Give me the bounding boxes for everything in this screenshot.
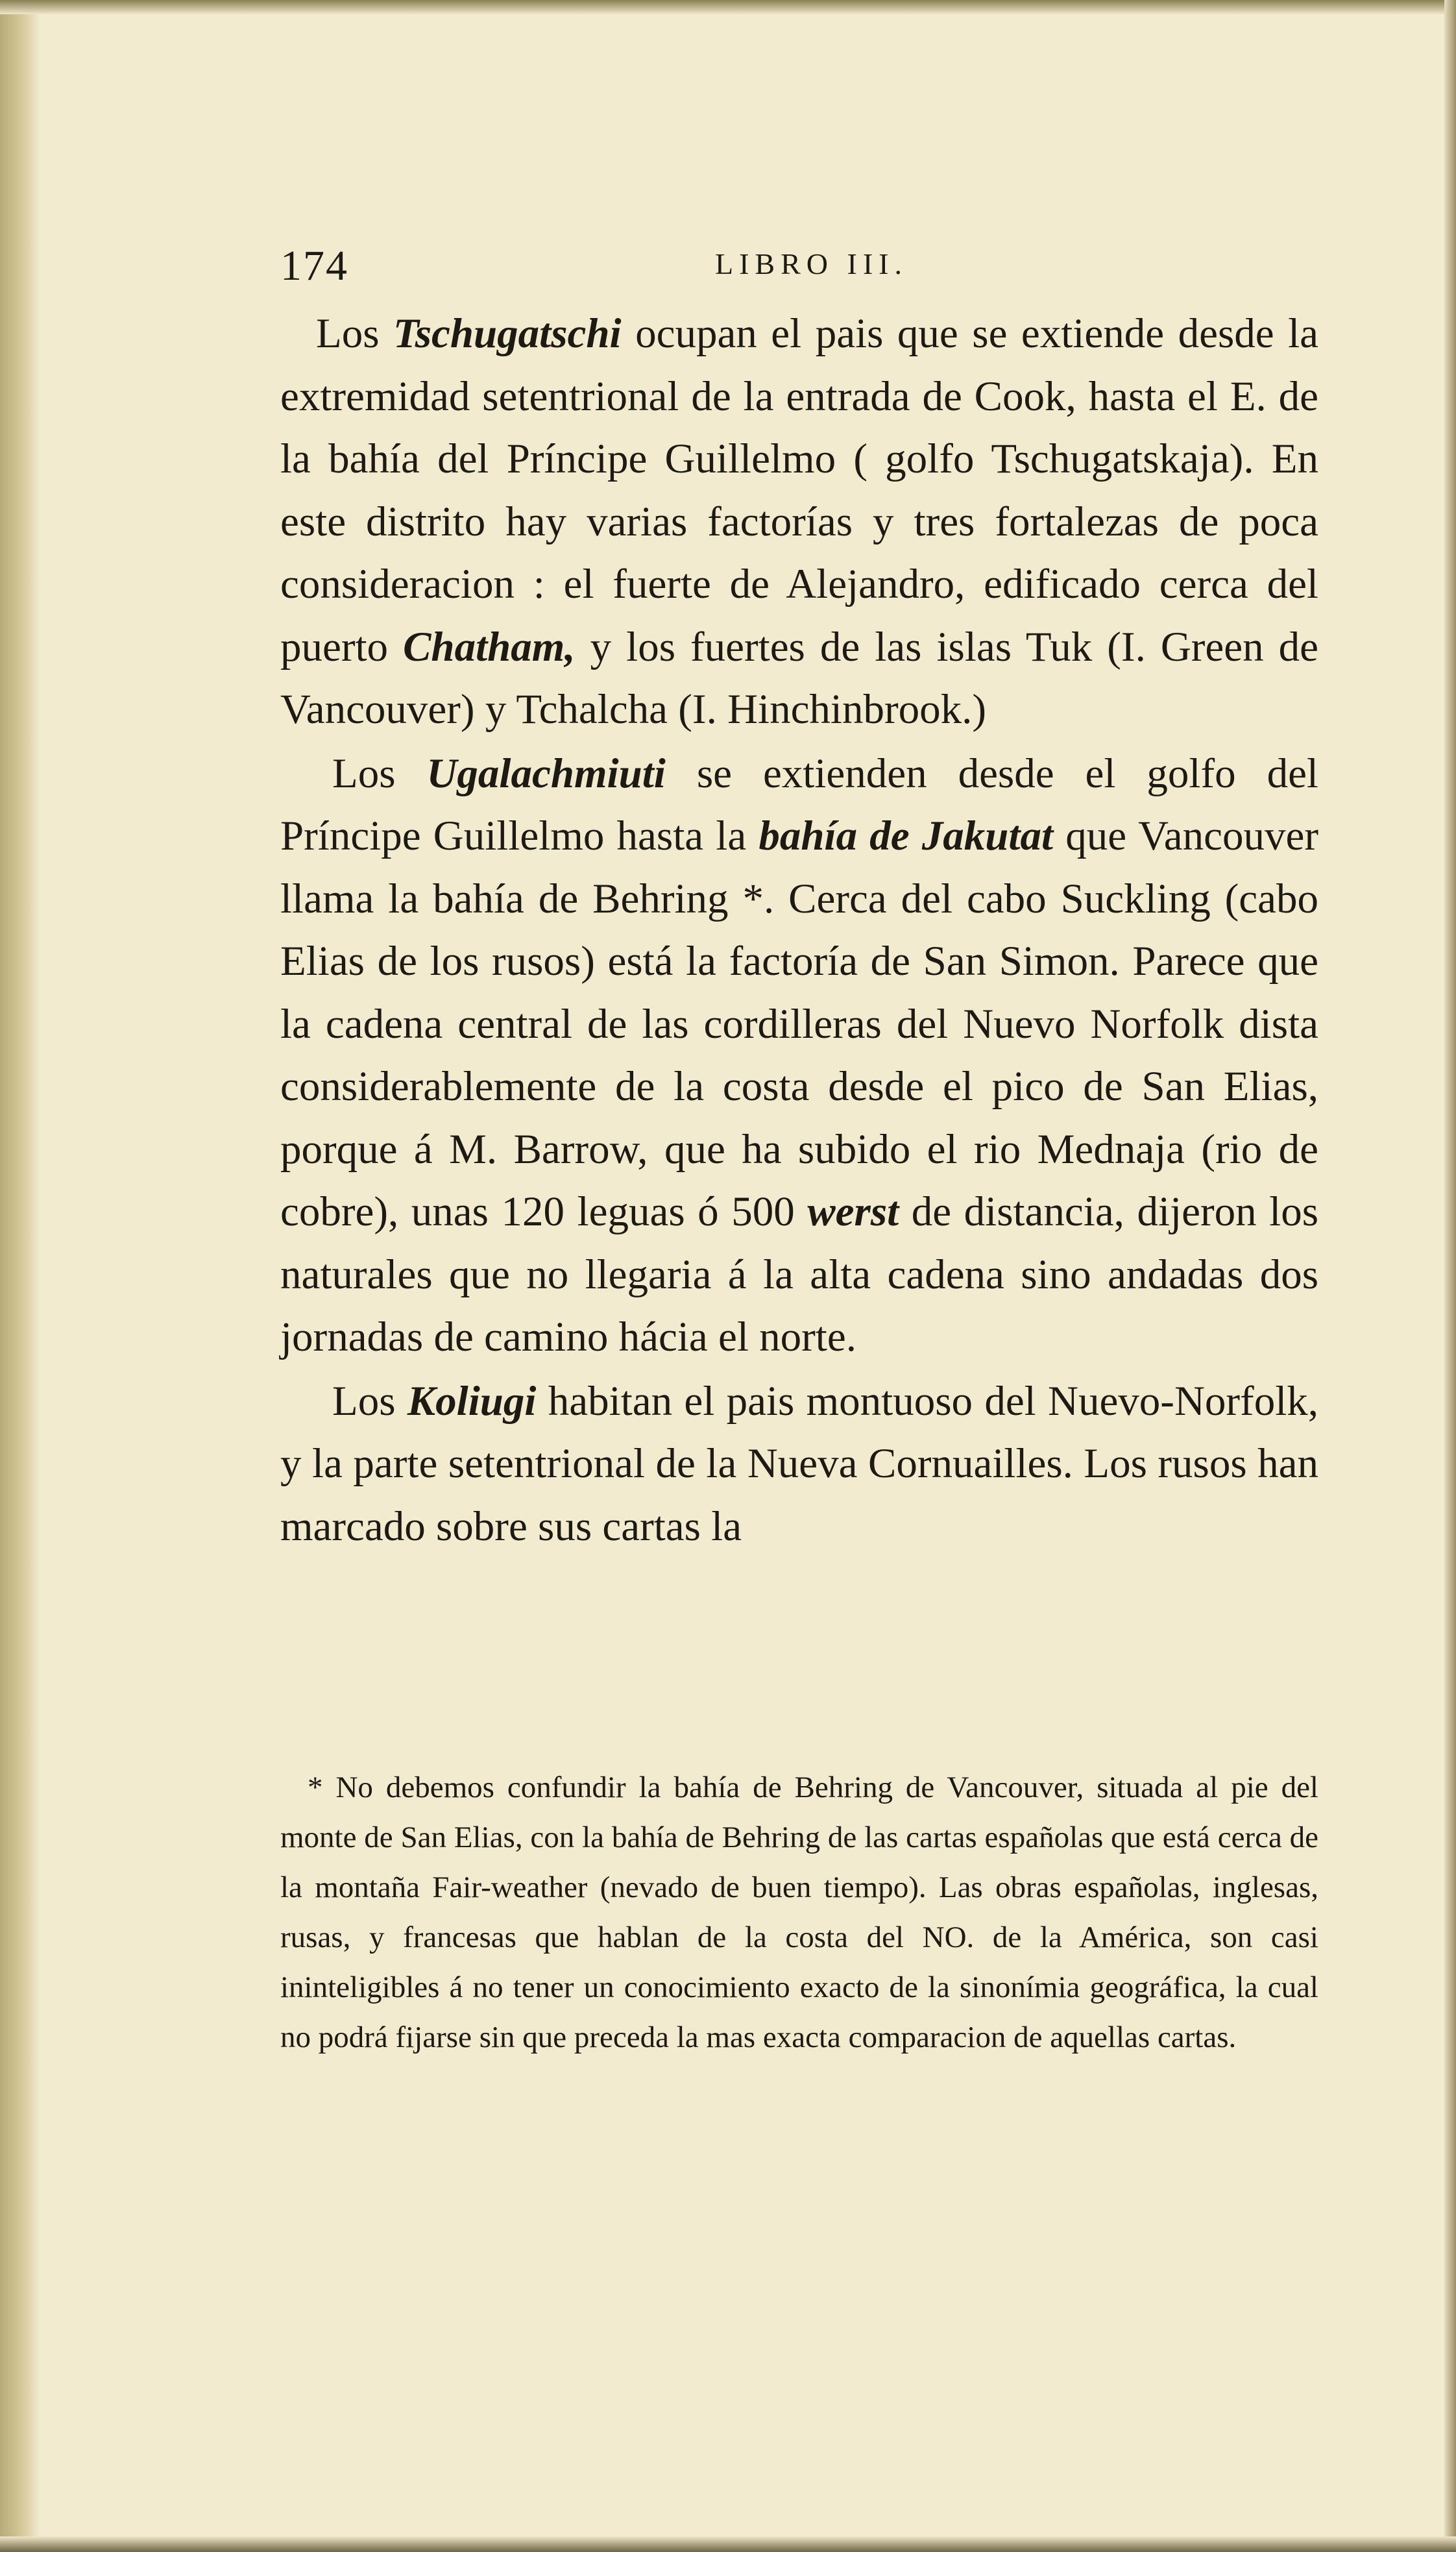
main-text xyxy=(280,302,1318,1558)
text-segment: que Vancouver llama la bahía de Behring *. Cerca del cabo Suckling (cabo Elias de los rusos) está la factoría de San Simon. Parece que la cadena central de las cordilleras del Nuevo Norfolk dista considerablemente de la costa desde el pico de San Elias, porque á M. Barrow, que ha subido el rio Mednaja (rio de cobre), unas 120 leguas ó 500 xyxy=(280,813,1319,1235)
paragraph xyxy=(280,302,1318,741)
emphasis-segment: Koliugi xyxy=(407,1377,537,1425)
paragraph xyxy=(280,742,1318,1369)
text-segment: Los xyxy=(332,750,427,797)
text-segment: habitan el pais montuoso del Nuevo-Norfolk, y la parte setentrional de la Nueva Cornuailles. Los rusos han marcado sobre sus cartas la xyxy=(280,1377,1318,1550)
emphasis-segment: werst xyxy=(807,1188,899,1235)
paragraph xyxy=(280,1370,1318,1558)
page-top-edge xyxy=(0,0,1456,14)
emphasis-segment: bahía de Jakutat xyxy=(758,813,1054,859)
page-header xyxy=(280,241,1318,293)
emphasis-segment: Ugalachmiuti xyxy=(426,750,666,797)
text-segment: ocupan el pais que se extiende desde la extremidad setentrional de la entrada de Cook, hasta el E. de la bahía del Príncipe Guillelmo ( golfo Tschugatskaja). En este distrito hay varias factorías y tres fortalezas de poca consideracion : el fuerte de Alejandro, edificado cerca del puerto xyxy=(280,310,1318,670)
running-head: LIBRO III. xyxy=(715,247,908,280)
emphasis-segment: Tschugatschi xyxy=(393,310,622,357)
page-bottom-edge xyxy=(0,2536,1456,2552)
text-segment: Los xyxy=(332,1377,407,1425)
page-right-edge xyxy=(1444,0,1456,2552)
text-segment: se extienden desde el golfo del Príncipe Guillelmo hasta la xyxy=(280,750,1318,859)
text-segment: de distancia, dijeron los naturales que no llegaria á la alta cadena sino andadas dos jornadas de camino hácia el norte. xyxy=(280,1188,1319,1360)
footnote-text: * No debemos confundir la bahía de Behring de Vancouver, situada al pie del monte de San Elias, con la bahía de Behring de las cartas españolas que está cerca de la montaña Fair-weather (nevado de buen tiempo). Las obras españolas, inglesas, rusas, y francesas que hablan de la costa del NO. de la América, son casi ininteligibles á no tener un conocimiento exacto de la sinonímia geográfica, la cual no podrá fijarse sin que preceda la mas exacta comparacion de aquellas cartas. xyxy=(280,1771,1318,2054)
emphasis-segment: Chatham, xyxy=(403,623,576,670)
text-segment: Los xyxy=(316,310,393,357)
footnote xyxy=(280,1763,1318,2063)
page-binding-shadow xyxy=(0,0,39,2552)
text-segment: y los fuertes de las islas Tuk (I. Green de Vancouver) y Tchalcha (I. Hinchinbrook.) xyxy=(280,623,1318,733)
page-number: 174 xyxy=(280,242,348,289)
